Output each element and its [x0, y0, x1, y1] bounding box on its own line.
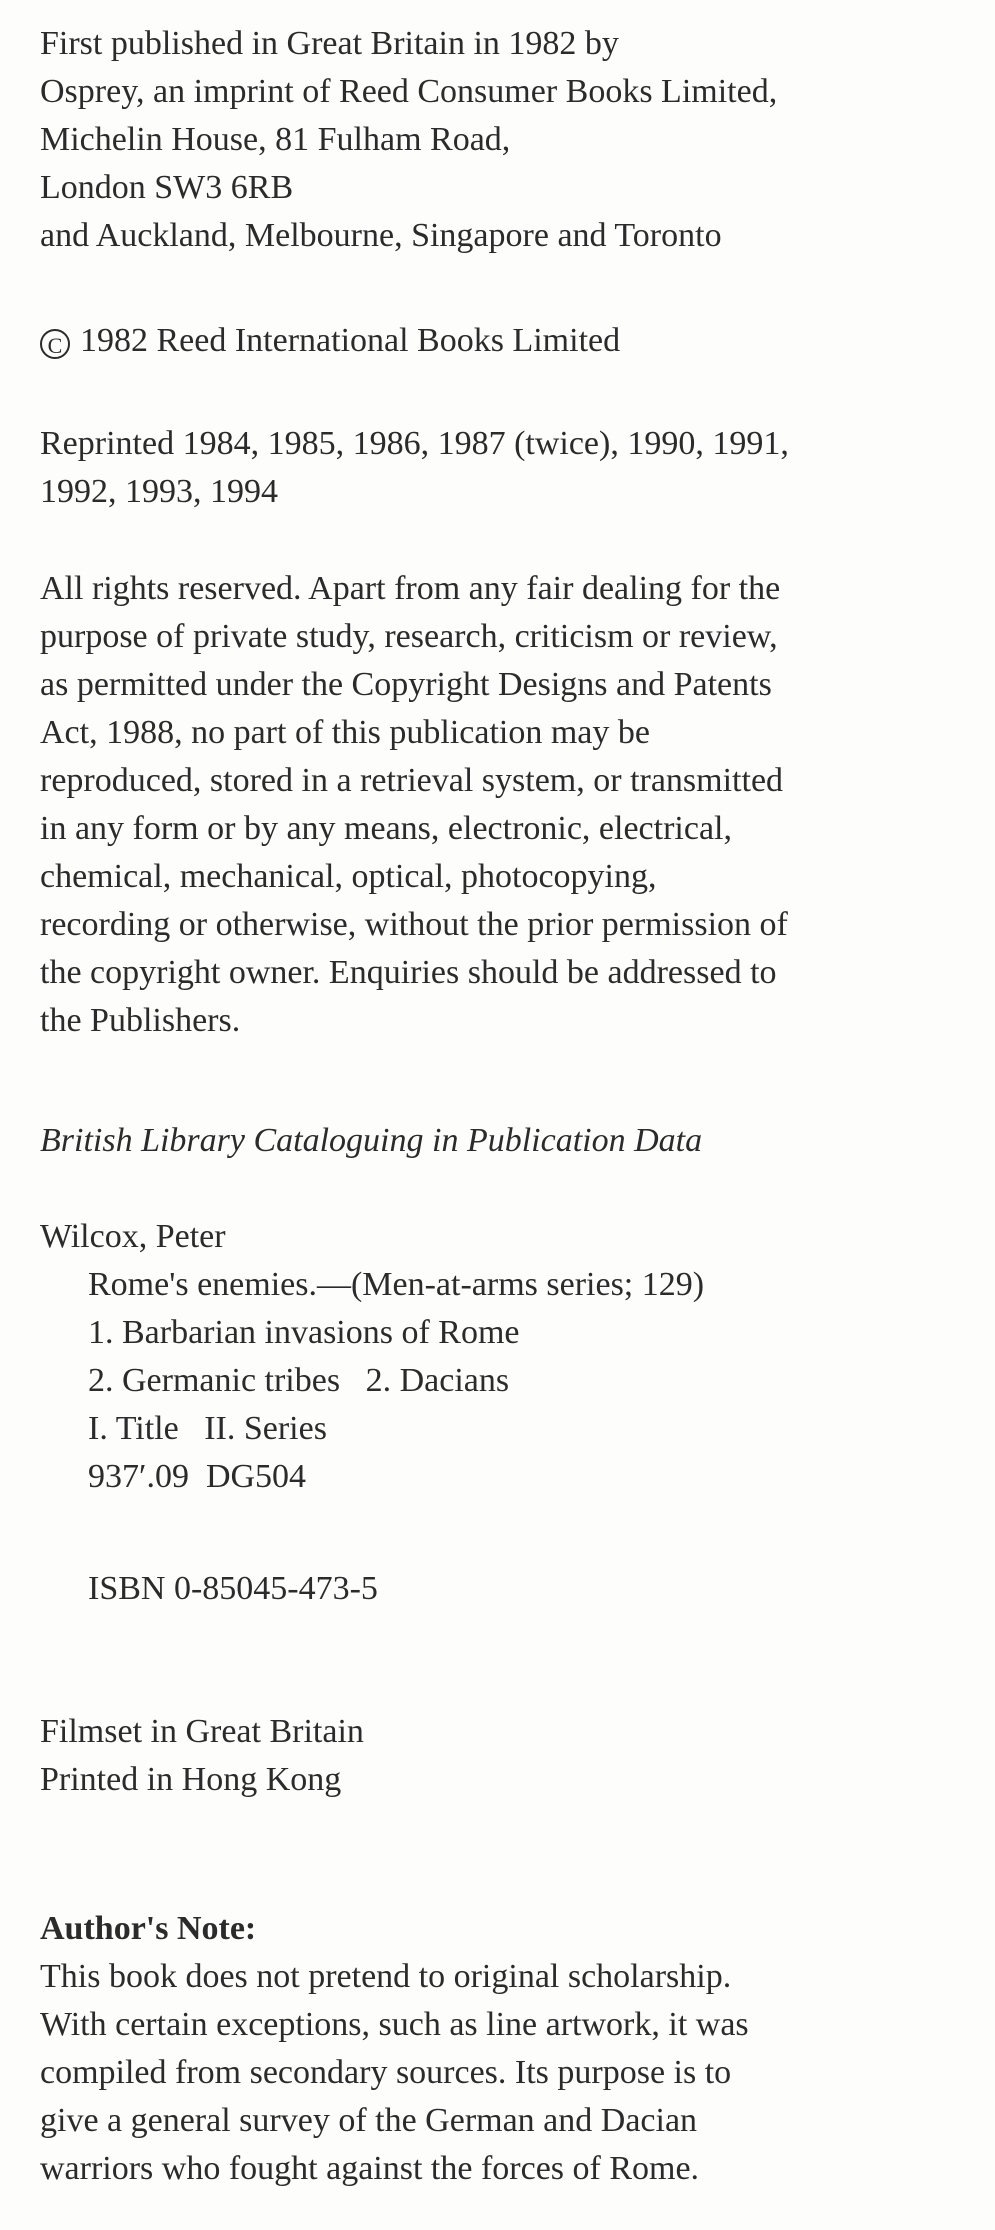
cip-entry: 937′.09 DG504: [88, 1458, 307, 1495]
copyright-symbol-icon: C: [40, 329, 70, 359]
cip-record: [40, 1213, 704, 1501]
rights-line: reproduced, stored in a retrieval system, or transmitted: [40, 762, 784, 799]
rights-line: in any form or by any means, electronic, electrical,: [40, 810, 732, 847]
cip-heading: British Library Cataloguing in Publication Data: [40, 1122, 703, 1159]
rights-block: [40, 565, 788, 1045]
reprints-block: [40, 420, 789, 516]
printing-block: [40, 1708, 364, 1804]
cip-author: Wilcox, Peter: [40, 1218, 226, 1255]
publication-line: Michelin House, 81 Fulham Road,: [40, 121, 511, 158]
author-note: [40, 1905, 749, 2193]
author-note-line: give a general survey of the German and Dacian: [40, 2102, 698, 2139]
rights-line: as permitted under the Copyright Designs and Patents: [40, 666, 772, 703]
printing-line: Printed in Hong Kong: [40, 1761, 342, 1798]
rights-line: All rights reserved. Apart from any fair dealing for the: [40, 570, 781, 607]
rights-line: chemical, mechanical, optical, photocopying,: [40, 858, 657, 895]
rights-line: purpose of private study, research, criticism or review,: [40, 618, 778, 655]
rights-line: Act, 1988, no part of this publication may be: [40, 714, 650, 751]
publication-block: [40, 20, 777, 260]
author-note-line: warriors who fought against the forces of Rome.: [40, 2150, 700, 2187]
cip-entry: 1. Barbarian invasions of Rome: [88, 1314, 520, 1351]
author-note-line: With certain exceptions, such as line artwork, it was: [40, 2006, 749, 2043]
reprints-line: Reprinted 1984, 1985, 1986, 1987 (twice), 1990, 1991,: [40, 425, 789, 462]
publication-line: Osprey, an imprint of Reed Consumer Books Limited,: [40, 73, 778, 110]
rights-line: recording or otherwise, without the prior permission of: [40, 906, 788, 943]
publication-line: and Auckland, Melbourne, Singapore and Toronto: [40, 217, 722, 254]
rights-line: the copyright owner. Enquiries should be addressed to: [40, 954, 777, 991]
copyright-text: 1982 Reed International Books Limited: [80, 322, 621, 359]
author-note-line: compiled from secondary sources. Its purpose is to: [40, 2054, 732, 2091]
reprints-line: 1992, 1993, 1994: [40, 473, 278, 510]
author-note-heading: Author's Note:: [40, 1910, 257, 1947]
publication-line: First published in Great Britain in 1982 by: [40, 25, 619, 62]
publication-line: London SW3 6RB: [40, 169, 294, 206]
author-note-line: This book does not pretend to original scholarship.: [40, 1958, 732, 1995]
isbn: ISBN 0-85045-473-5: [88, 1570, 378, 1607]
printing-line: Filmset in Great Britain: [40, 1713, 364, 1750]
cip-entry: I. Title II. Series: [88, 1410, 327, 1447]
cip-entry: Rome's enemies.—(Men-at-arms series; 129): [88, 1266, 705, 1303]
copyright-line: [40, 317, 620, 365]
rights-line: the Publishers.: [40, 1002, 241, 1039]
cip-entry: 2. Germanic tribes 2. Dacians: [88, 1362, 510, 1399]
